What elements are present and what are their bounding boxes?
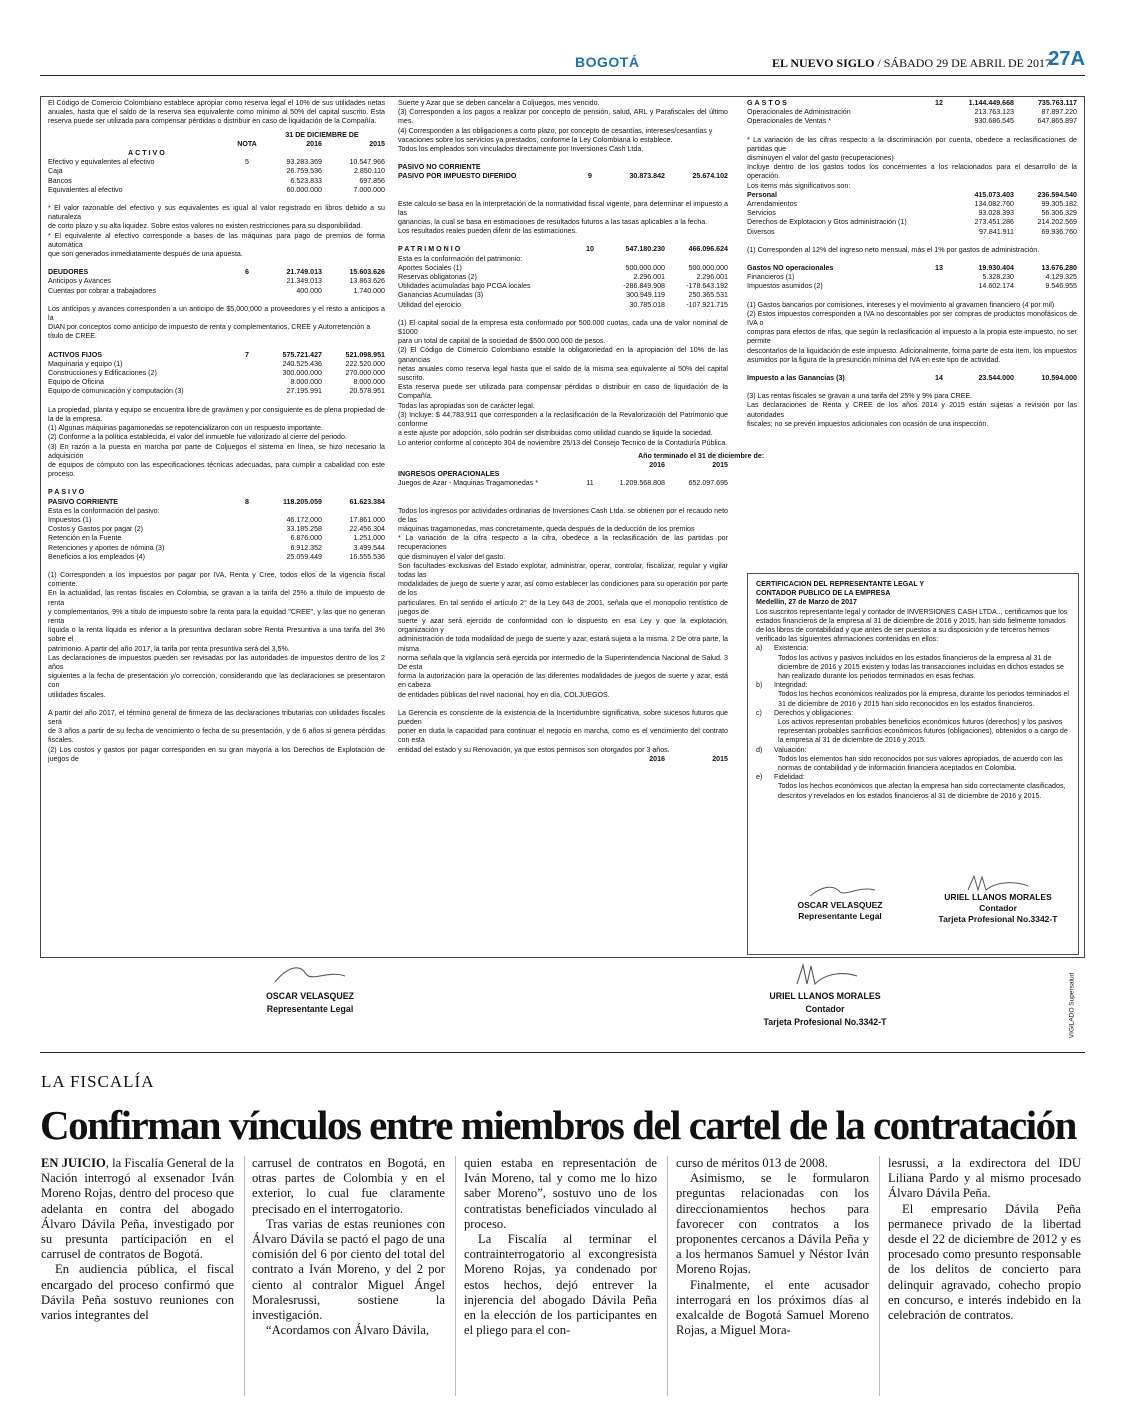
- personal-row: Personal 415.073.403 236.594.540: [747, 190, 1077, 199]
- note-line: Los anticipos y avances corresponden a un anticipo de $5,000,000 a proveedores y el resto a anticipos a la: [48, 304, 385, 323]
- efectivo-items: [48, 167, 385, 195]
- reserve-intro: El Código de Comercio Colombiano establece apropiar como reserva legal el 10% de sus utilidades netas anuales, hasta que el saldo de la reserva sea equivalente como mínimo al 50% del capital suscrito. Esta reserva puede ser utilizada para compensar pérdidas o distribuir en caso de liquidación de la Compañía.: [48, 99, 385, 126]
- cert-sig2-role: Contador: [979, 903, 1017, 913]
- note-line: DIAN por conceptos como anticipo de impuesto de renta y complementarios, CREE y Autorretención a: [48, 323, 371, 332]
- vigilado-supersalud-seal: [1064, 962, 1080, 1042]
- line-item-row: Construcciones y Edificaciones (2) 300.000.000 270.000.000: [48, 369, 385, 378]
- article-paragraph: Finalmente, el ente acusador interrogará en los próximos días al exalcalde de Bogotá Samuel Moreno Rojas, a Miguel Mora-: [676, 1277, 869, 1338]
- line-item-row: Retención en la Fuente 6.876.000 1.251.000: [48, 534, 385, 543]
- publication-date: [772, 56, 1051, 71]
- impuesto-diferido-notes: [398, 200, 728, 237]
- note-line: Lo anterior conforme al concepto 304 de noviembre 25/13 del Consejo Tecnico de la Contaduría Pública.: [398, 438, 728, 447]
- note-line: a este ajuste por adopción, sólo podrán ser distribuidas como utilidad cuando se liquide la sociedad.: [398, 429, 713, 438]
- note-line: ganancias, la cual se basa en estimaciones de resultados futuros a las tasas aplicables a la fecha.: [398, 218, 708, 227]
- signature-mark: [240, 962, 380, 986]
- note-line: poner en duda la capacidad para continuar el negocio en marcha, como es el vencimiento del contrato con esta: [398, 727, 728, 745]
- article-paragraph: La Fiscalía al terminar el contrainterrogatorio al excongresista Moreno Rojas, ya condenado por estos hechos, dejó entrever la injerencia del abogado Dávila Peña en la elección de los participantes en el pliego para el con-: [464, 1232, 657, 1338]
- note-line: Las declaraciones de Renta y CREE de los años 2014 y 2015 están sujetas a revisión por las autoridades: [747, 401, 1077, 419]
- cert-signature-accountant: [918, 874, 1078, 925]
- note-line: (3) Las rentas fiscales se gravan a una tarifa del 25% y 9% para CREE.: [747, 392, 973, 401]
- note-line: asumidos por la figura de la presunción mínima del IVA en este tipo de actividad.: [747, 355, 1001, 364]
- note-line: Todos los ingresos por actividades ordinarias de Inversiones Cash Ltda. se obtienen por el recaudo neto de las: [398, 506, 728, 524]
- vigilado-text: VIGILADO Supersalud: [1068, 972, 1076, 1039]
- notice-column-3: [747, 99, 1077, 429]
- notice-column-1: [48, 99, 385, 764]
- issue-date: / SÁBADO 29 DE ABRIL DE 2017: [877, 56, 1051, 70]
- line-item-row: Servicios 93.028.393 56.306.329: [747, 209, 1077, 218]
- line-item-row: Impuestos asumidos (2) 14.602.174 9.546.955: [747, 282, 1077, 291]
- financial-notice: [40, 96, 1085, 958]
- cert-item: a) Existencia: Todos los activos y pasivos incluidos en los estados financieros de la empresa al 31 de diciembre de 2016 y 2015 existen y todas las transacciones incluidas en dichos estados se han realizado durante los periodos terminados en esas fechas.: [756, 644, 1064, 681]
- line-item-row: Derechos de Explotacion y Gtos administración (1) 273.451.286 214.202.569: [747, 218, 1077, 227]
- line-item-row: Utilidad del ejercicio 30.785.018 -107.921.715: [398, 300, 728, 309]
- article-paragraph: “Acordamos con Álvaro Dávila,: [266, 1323, 429, 1338]
- line-item-row: Reservas obligatorias (2) 2.296.001 2.296.001: [398, 273, 728, 282]
- note-line: (1) Corresponden a los impuestos por pagar por IVA, Renta y Cree, todos ellos de la vigencia fiscal corriente.: [48, 570, 385, 589]
- line-item-row: Equipo de comunicación y computación (3) 27.195.991 20.578.951: [48, 387, 385, 396]
- note-line: (1) Algunas máquinas pagamonedas se repotencializaron con un respuesto importante.: [48, 424, 323, 433]
- note-line: (2) Conforme a la política establecida, el valor del inmueble fue valorizado al cierre del periodo.: [48, 433, 347, 442]
- line-item-row: Anticipos y Avances 21.349.013 13.863.626: [48, 277, 385, 286]
- pasivo-no-corriente-heading: PASIVO NO CORRIENTE: [398, 163, 481, 172]
- line-item-row: Arrendamientos 134.082.760 99.305.182: [747, 200, 1077, 209]
- year-header-row: Año terminado el 31 de diciembre de:: [638, 451, 765, 460]
- note-line: y complementarios, 9% a título de impuesto sobre la renta para la equidad "CREE", y las que no generan renta: [48, 607, 385, 625]
- activos-fijos-row: ACTIVOS FIJOS 7 575.721.427 521.098.951: [48, 350, 385, 359]
- note-line: título de CREE.: [48, 332, 97, 341]
- note-line: (1) Corresponden al 12% del ingreso neto mensual, más el 1% por gastos de administración.: [747, 245, 1040, 254]
- note-line: (3) Incluye: $ 44,783,911 que corresponden a la reclasificación de la Revalorización del Patrimonio que conforme: [398, 410, 728, 429]
- article-paragraph: lesrussi, a la exdirectora del IDU Liliana Pardo y al mismo procesado Álvaro Dávila Peña.: [888, 1156, 1081, 1201]
- note-line: máquinas tragamonedas, mas concretamente, queda después de la deducción de los premios: [398, 524, 695, 533]
- note-line: netas anuales como reserva legal hasta que el saldo de la misma sea equivalente al 50% del capital suscrito.: [398, 364, 728, 383]
- bottom-sig2-role: Contador: [805, 1004, 845, 1014]
- line-item-row: Impuestos (1) 46.172.000 17.861.000: [48, 515, 385, 524]
- line-item-row: Equipo de Oficina 8.000.000 8.000.000: [48, 378, 385, 387]
- bottom-signature-legal-rep: [240, 962, 380, 1016]
- gno-notes: [747, 301, 1077, 365]
- bottom-sig1-role: Representante Legal: [266, 1004, 354, 1014]
- article-paragraph: quien estaba en representación de Iván Moreno, tal y como me lo hizo saber Moreno”, sostuvo uno de los contratistas beneficiados vinculado al proceso.: [464, 1156, 657, 1231]
- article-column-5: [888, 1156, 1081, 1323]
- gastos-no-operacionales-row: Gastos NO operacionales 13 19.930.404 13.676.280: [747, 264, 1077, 273]
- juegos-row: Juegos de Azar - Maquinas Tragamonedas * 11 1.209.568.808 652.097.695: [398, 479, 728, 488]
- activos-items: [48, 360, 385, 397]
- section-divider: [40, 1052, 1085, 1053]
- cert-item: d) Valuación: Todos los elementos han sido reconocidos por sus valores apropiados, de acuerdo con las normas de contabilidad y de información financiera aceptados en Colombia.: [756, 745, 1063, 773]
- note-line: * El equivalente al efectivo corresponde a bases de las máquinas para pago de premios de forma automática: [48, 231, 385, 249]
- line-item-row: Bancos 6.523.833 697.856: [48, 176, 385, 185]
- note-line: Los items más significativos son:: [747, 181, 851, 190]
- article-column-4: [676, 1156, 869, 1338]
- column-separator: [244, 1156, 245, 1396]
- note-line: compras para efectos de rifas, que según la reclasificación al impuesto a la propia este impuesto, no ser permite: [747, 328, 1077, 346]
- article-lead: EN JUICIO, la Fiscalía General de la Nación interrogó al exsenador Iván Moreno Rojas, dentro del proceso que adelanta en contra del abogado Álvaro Dávila Peña, investigado por su presunta participación en el carrusel de contratos de Bogotá.: [41, 1156, 234, 1262]
- note-line: vacaciones sobre los servicios ya prestados, conforme la Ley Colombiana lo establece.: [398, 135, 673, 144]
- section-label: BOGOTÁ: [575, 54, 640, 70]
- line-item-row: Caja 26.759.536 2.850.110: [48, 167, 385, 176]
- cert-item: e) Fidelidad: Todos los hechos económicos que afectan la empresa han sido correctamente clasificados, descritos y revelados en los estados financieros al 31 de diciembre de 2016 y 2015.: [756, 773, 1066, 800]
- line-item-row: Maquinaria y equipo (1) 240.525.436 222.520.000: [48, 359, 385, 368]
- obligations-notes: [398, 99, 728, 154]
- date-header-row: 31 DE DICIEMBRE DE: [285, 130, 359, 139]
- line-item-row: Aportes Sociales (1) 500.000.000 500.000.000: [398, 263, 728, 272]
- cert-sig2-name: URIEL LLANOS MORALES: [944, 892, 1052, 902]
- note-line: Todas las apropiadas son de carácter legal.: [398, 401, 535, 410]
- cert-sig1-role: Representante Legal: [798, 911, 882, 921]
- cert-intro: Los suscritos representante legal y contador de INVERSIONES CASH LTDA.., certificamos que los estados financieros de la empresa al 31 de diciembre de 2016 y 2015, han sido fielmente tomados de los libros de contabilidad y que antes de ser puestos a su disposición y de terceros hemos verificado las siguientes afirmaciones contenidas en ellos:: [756, 607, 1068, 644]
- note-line: Las declaraciones de impuestos pueden ser revisadas por las autoridades de impuestos dentro de los 2 años: [48, 653, 385, 671]
- impuesto-diferido-row: PASIVO POR IMPUESTO DIFERIDO 9 30.873.842 25.674.102: [398, 172, 728, 181]
- signature-mark: [780, 882, 900, 900]
- impuesto-notes: [747, 392, 1077, 429]
- article-column-3: [464, 1156, 657, 1338]
- line-item-row: Financieros (1) 5.328.230 4.129.325: [747, 273, 1077, 282]
- ingresos-notes: [398, 507, 728, 700]
- deudores-items: [48, 277, 385, 295]
- signature-mark: [918, 874, 1078, 892]
- impuesto-ganancias-row: Impuesto a las Ganancias (3) 14 23.544.000 10.594.000: [747, 374, 1077, 383]
- cert-sig1-name: OSCAR VELASQUEZ: [797, 900, 883, 910]
- gastos-row: GASTOS 12 1.144.449.668 735.763.117: [747, 99, 1077, 107]
- note-line: modalidades de juego de suerte y azar, así como establecer las condiciones para su operación por parte de los: [398, 580, 728, 598]
- article-paragraph: carrusel de contratos en Bogotá, en otras partes de Colombia y en el exterior, lo cual fue claramente precisado en el interrogatorio.: [252, 1156, 445, 1216]
- line-item-row: Operacionales de Ventas * 930.686.545 647.865.897: [747, 117, 1077, 126]
- note-line: (2) El Código de Comercio Colombiano estable la obligatoriedad en la apropiación del 10% de las ganancias: [398, 346, 728, 364]
- note-line: entidad del estado y su Renovación, ya que estos permisos son otorgados por 3 años.: [398, 745, 670, 754]
- activos-notes: [48, 406, 385, 480]
- bottom-signature-accountant: [735, 962, 915, 1029]
- article-paragraph: El empresario Dávila Peña permanece privado de la libertad desde el 22 de diciembre de 2012 y es procesado como presunto responsable de los delitos de concierto para delinquir agravado, cohecho propio en concurso, e interés indebido en la celebración de contratos.: [888, 1201, 1081, 1323]
- article-headline: Confirman vínculos entre miembros del cartel de la contratación: [40, 1102, 1076, 1148]
- cert-items: [756, 644, 1074, 800]
- note-line: patrimonio. A partir del año 2017, la tarifa por renta presuntiva será del 3,5%.: [48, 644, 290, 653]
- note-line: líquida o la renta líquida es inferior a la presuntiva declaran sobre Renta Presuntiva a una tarifa del 3% sobre el: [48, 626, 385, 644]
- note-line: siguientes a la fecha de presentación y/o corrección, considerando que las declaraciones se presentaron con: [48, 672, 385, 690]
- certification-content: [756, 580, 1074, 801]
- note-line: norma señala que la vigilancia será ejercida por intermedio de la Superintendencia Nacional de Salud. 3 De esta: [398, 653, 728, 671]
- article-column-2: [252, 1156, 445, 1338]
- line-item-row: Diversos 97.841.911 69.936.760: [747, 227, 1077, 236]
- page-number: 27A: [1048, 48, 1085, 70]
- note-line: (4) Corresponden a las obligaciones a corto plazo, por concepto de cesantías, intereses/cesantías y: [398, 126, 713, 135]
- note-line: * La variación de la cifra respecto a la cifra, obedece a la reclasificación de las partidas por recuperaciones: [398, 534, 728, 552]
- gno-items: [747, 273, 1077, 291]
- note-line: particulares. En tal sentido el artículo 2° de la Ley 643 de 2001, señala que el monopolio rentístico de juegos de: [398, 598, 728, 616]
- note-line: Todos los empleados son vinculados directamente por Inversiones Cash Ltda.: [398, 145, 644, 154]
- cert-title-line-2: CONTADOR PUBLICO DE LA EMPRESA: [756, 589, 891, 598]
- cert-item: b) Integridad: Todos los hechos económicos realizados por la empresa, durante los periodos terminados el 31 de diciembre de 2016 y 2015 han sido reconocidos en los estados financieros.: [756, 681, 1070, 708]
- gastos-items: [747, 108, 1077, 126]
- patrimonio-subtitle: Esta es la conformación del patrimonio:: [398, 254, 523, 263]
- cert-title-line-1: CERTIFICACION DEL REPRESENTANTE LEGAL Y: [756, 580, 925, 588]
- column-separator: [667, 1156, 668, 1396]
- column-separator: [879, 1156, 880, 1396]
- note-line: A partir del año 2017, el término general de firmeza de las declaraciones tributarias con utilidades fiscales será: [48, 708, 385, 726]
- line-item-row: Ganancias Acumuladas (3) 300.949.119 250.365.531: [398, 291, 728, 300]
- note-line: (2) Los costos y gastos por pagar corresponden en su gran mayoría a los Derechos de Explotación de juegos de: [48, 745, 385, 763]
- note-line: que son generados inmediatamente después de una apuesta.: [48, 250, 243, 259]
- note-line: utilidades fiscales.: [48, 690, 106, 699]
- article-paragraph: curso de méritos 013 de 2008.: [676, 1156, 828, 1170]
- patrimonio-notes: [398, 319, 728, 448]
- patrimonio-row: PATRIMONIO 10 547.180.230 466.096.624: [398, 245, 728, 254]
- note-line: (3) Corresponden a los pagos a realizar por concepto de pensión, salud, ARL y Parafiscales del último mes.: [398, 108, 728, 126]
- note-line: Los resultados reales pueden diferir de las estimaciones.: [398, 227, 578, 236]
- publication-name: EL NUEVO SIGLO: [771, 56, 875, 70]
- patrimonio-items: [398, 264, 728, 310]
- note-line: La Gerencia es consciente de la existencia de la Incertidumbre significativa, sobre sucesos futuros que pueden: [398, 708, 728, 726]
- note-line: La propiedad, planta y equipo se encuentra libre de gravámen y por consiguiente es de plena propiedad de la de la empresa.: [48, 405, 385, 423]
- note-line: (3) En razón a la puesta en marcha por parte de Coljuegos el sistema en línea, se hizo necesario la adquisición: [48, 442, 385, 460]
- pasivo-notes: [48, 571, 385, 700]
- cert-item: c) Derechos y obligaciones: Los activos representan probables beneficios económicos futuros (derechos) y los pasivos representan probables sacrificios económicos futuros (obligaciones), obtenidos o a cargo de la empresa al 31 de diciembre de 2016 y 2015.: [756, 708, 1068, 745]
- column-header-row: NOTA 2016 2015: [237, 139, 385, 148]
- line-item-row: Operacionales de Administración 213.763.123 87.897.220: [747, 108, 1077, 117]
- efectivo-notes: [48, 204, 385, 259]
- note-line: de corto plazo y su alta liquidez. Sobre estos valores no existen restricciones para su disponibilidad.: [48, 222, 363, 231]
- note-line: * El valor razonable del efectivo y sus equivalentes es igual al valor registrado en libros debido a su naturaleza: [48, 204, 385, 222]
- cert-sig2-card: Tarjeta Profesional No.3342-T: [938, 914, 1058, 924]
- note-line: fiscales; no se prevén impuestos adicionales con ocasión de una inspección.: [747, 419, 989, 428]
- note-line: (2) Estos impuestos corresponden a IVA no descontables por ser compras de productos monofásicos de IVA o: [747, 309, 1077, 328]
- certification-box: [747, 573, 1079, 955]
- note-line: (1) El capital social de la empresa esta conformado por 500.000 cuotas, cada una de valor nominal de $1000: [398, 318, 728, 337]
- efectivo-row: Efectivo y equivalentes al efectivo 5 93.283.369 10.547.966: [48, 158, 385, 167]
- signature-mark: [735, 962, 915, 986]
- line-item-row: Equivalentes al efectivo 60.000.000 7.000.000: [48, 185, 385, 194]
- bottom-year-row: 2016 2015: [649, 754, 728, 763]
- gerencia-notes: [398, 709, 728, 755]
- note-line: Suerte y Azar que se deben cancelar a Coljuegos, mes vencido.: [398, 99, 600, 107]
- article-paragraph: En audiencia pública, el fiscal encargado del proceso confirmó que Dávila Peña sostuvo reuniones con varios integrantes del: [41, 1262, 234, 1323]
- ingresos-heading: INGRESOS OPERACIONALES: [398, 470, 500, 479]
- deudores-notes: [48, 305, 385, 342]
- article-paragraph: Tras varias de estas reuniones con Álvaro Dávila se pactó el pago de una comisión del 6 por ciento del total del contrato a Iván Moreno, y del 2 por ciento al contralor Miguel Ángel Moralesrussi, sostiene la investigación.: [252, 1216, 445, 1323]
- gastos-notes: [747, 136, 1077, 191]
- line-item-row: Retenciones y aportes de nómina (3) 6.912.352 3.499.544: [48, 543, 385, 552]
- notice-column-2: [398, 99, 765, 764]
- year-columns-row: 2016 2015: [649, 460, 728, 469]
- cert-signature-legal-rep: [780, 882, 900, 922]
- note-line: disminuyen el valor del gasto (recuperaciones): [747, 154, 894, 163]
- pasivo-notes-2: [48, 709, 385, 764]
- article-column-1: [41, 1156, 234, 1323]
- note-line: En la actualidad, las rentas fiscales en Colombia, se gravan a la tarifa del 25% a título de impuesto de renta: [48, 589, 385, 607]
- pasivo-items: [48, 516, 385, 562]
- line-item-row: Utilidades acumuladas bajo PCGA locales -286.849.908 -178.643.192: [398, 282, 728, 291]
- note-line: Incluye dentro de los gastos todos los concernientes a los relacionados para el desarrollo de la operación.: [747, 163, 1077, 181]
- page-header: [40, 48, 1085, 76]
- article-paragraph: Asimismo, se le formularon preguntas relacionadas con los direccionamientos hechos para favorecer con contratos a los proponentes cercanos a Dávila Peña y a los hermanos Samuel y Néstor Iván Moreno Rojas.: [676, 1171, 869, 1277]
- bottom-sig2-card: Tarjeta Profesional No.3342-T: [763, 1017, 887, 1027]
- note-line: de entidades públicas del nivel nacional, hoy en día, COLJUEGOS.: [398, 690, 610, 699]
- note-line: descontarlos de la liquidación de este impuesto. Adicionalmente, forma parte de esta ítem, los impuestos: [747, 346, 1077, 355]
- line-item-row: Costos y Gastos por pagar (2) 33.185.258 22.456.304: [48, 525, 385, 534]
- gastos-notes-2: [747, 246, 1077, 255]
- note-line: forma la autorización para la operación de las diferentes modalidades de juegos de suerte y azar, está en cabeza: [398, 672, 728, 690]
- pasivo-corriente-row: PASIVO CORRIENTE 8 118.205.059 61.623.384: [48, 497, 385, 506]
- note-line: que disminuyen el valor del gasto.: [398, 552, 506, 561]
- pasivo-heading: PASIVO: [48, 488, 87, 497]
- note-line: Este calculo se basa en la interpretación de la normatividad fiscal vigente, para determinar el impuesto a las: [398, 199, 728, 217]
- note-line: (1) Gastos bancarios por comisiones, intereses y el movimiento al gravamen financiero (4 por mil): [747, 300, 1055, 309]
- bottom-sig1-name: OSCAR VELASQUEZ: [266, 991, 354, 1001]
- note-line: para un total de capital de la sociedad de $500.000.000 de pesos.: [398, 337, 606, 346]
- note-line: administración de toda modalidad de juego de suerte y azar, estará sujeta a la misma. 2 De otra parte, la misma: [398, 635, 728, 653]
- bottom-sig2-name: URIEL LLANOS MORALES: [769, 991, 881, 1001]
- activo-heading: ACTIVO: [128, 149, 167, 158]
- note-line: * La variación de las cifras respecto a la discriminación por cuenta, obedece a reclasificaciones de partidas que: [747, 135, 1077, 153]
- note-line: suerte y azar será ejercido de conformidad con lo dispuesto en esa Ley y que la explotación, organización y: [398, 616, 728, 635]
- line-item-row: Cuentas por cobrar a trabajadores 400.000 1.740.000: [48, 286, 385, 295]
- lead-bold: EN JUICIO: [41, 1156, 106, 1170]
- line-item-row: Beneficios a los empleados (4) 25.059.449 16.555.536: [48, 552, 385, 561]
- cert-date: Medellín, 27 de Marzo de 2017: [756, 598, 857, 607]
- column-separator: [455, 1156, 456, 1396]
- note-line: de equipos de cómputo con las especificaciones técnicas adecuadas, para cumplir a cabalidad con este proceso.: [48, 460, 385, 479]
- deudores-row: DEUDORES 6 21.749.013 15.603.626: [48, 268, 385, 277]
- note-line: de 3 años a partir de su fecha de vencimiento o fecha de su presentación, y de 6 años si genera pérdidas fiscales.: [48, 727, 385, 745]
- note-line: Son facultades exclusivas del Estado explotar, administrar, operar, controlar, fiscalizar, regular y vigilar todas las: [398, 561, 728, 579]
- gastos-items-2: [747, 200, 1077, 237]
- pasivo-subtitle: Esta es la conformación del pasivo:: [48, 506, 160, 515]
- article-kicker: LA FISCALÍA: [41, 1072, 155, 1091]
- note-line: Esta reserva puede ser utilizada para compensar pérdidas o distribuir en caso de liquidación de la Compañía.: [398, 383, 728, 401]
